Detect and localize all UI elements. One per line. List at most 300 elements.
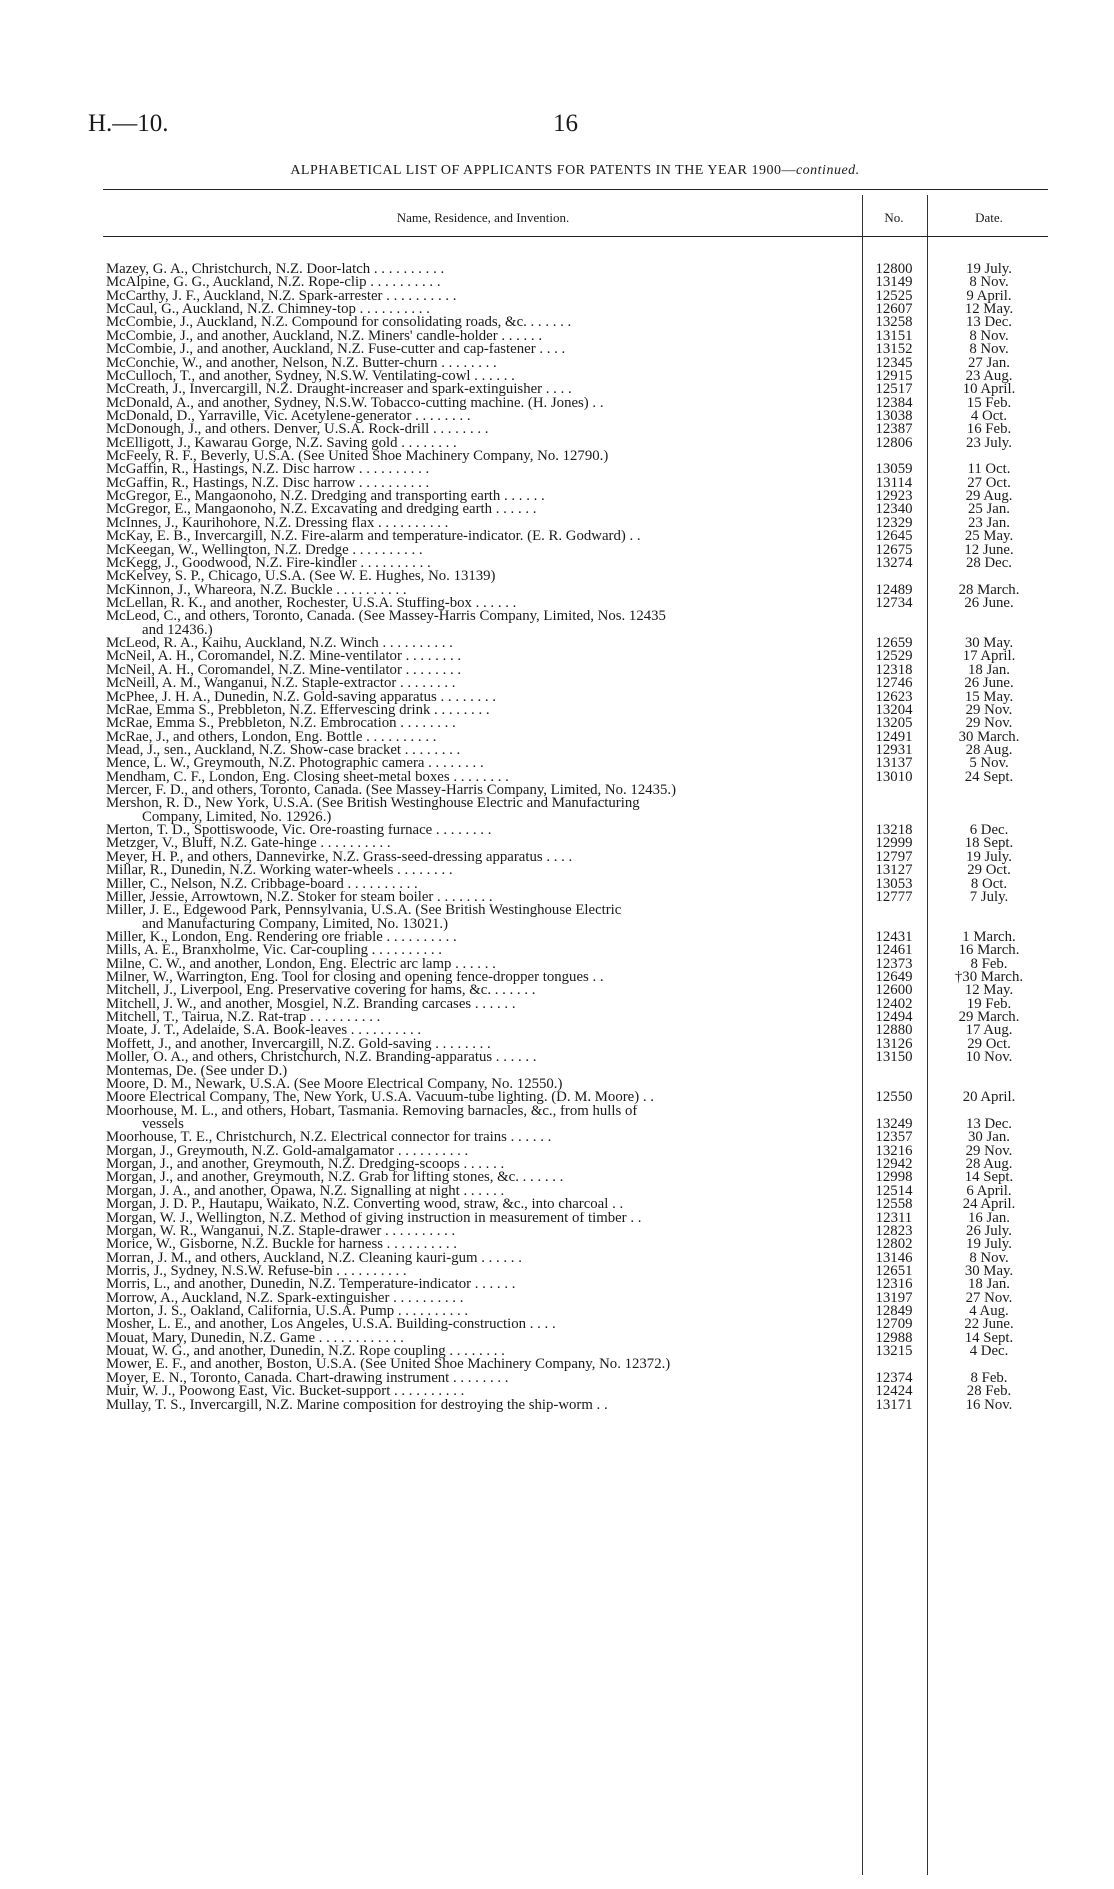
patent-number: 12675 [875,541,913,558]
patent-date: 30 May. [964,635,1014,652]
applicant-text: Muir, W. J., Poowong East, Vic. Bucket-support . . . . . . . . . . [106,1385,465,1399]
applicant-text: Meyer, H. P., and others, Dannevirke, N.Z. Grass-seed-dressing apparatus . . . . [106,850,573,865]
applicant-entry [106,503,850,516]
patent-date: 29 Nov. [965,1142,1013,1159]
applicant-entry [106,1158,850,1171]
applicant-text: McGaffin, R., Hastings, N.Z. Disc harrow . . . . . . . . . . [106,476,430,491]
patent-date: 6 Dec. [969,822,1009,839]
applicant-entry [106,290,850,303]
patent-date: 12 May. [964,301,1014,318]
applicant-entry [106,1292,850,1305]
applicant-entry [106,771,850,784]
applicant-entry [106,410,850,423]
patent-number: 12318 [875,661,913,678]
applicant-text: McElligott, J., Kawarau Gorge, N.Z. Saving gold . . . . . . . . [106,436,457,451]
patent-date: 28 Dec. [965,554,1013,571]
patent-number: 13059 [875,461,913,478]
applicant-entry [106,383,850,396]
applicant-entry [106,1038,850,1051]
applicant-entry [106,477,850,490]
patent-date: 8 Oct. [970,875,1008,892]
applicant-entry [106,878,850,891]
page-title-main: ALPHABETICAL LIST OF APPLICANTS FOR PATENTS IN THE YEAR 1900— [290,163,796,178]
applicant-entry [106,824,850,837]
table-row [106,784,1051,797]
patent-number: 12645 [875,528,913,545]
patent-date: 16 Jan. [968,1209,1010,1226]
patent-date: 18 Sept. [964,835,1014,852]
patent-number: 12734 [875,594,913,611]
applicant-entry [106,1399,850,1412]
applicant-text: Morgan, W. R., Wanganui, N.Z. Staple-drawer . . . . . . . . . . [106,1224,456,1239]
patent-number: 12311 [875,1209,913,1226]
applicant-text: Morran, J. M., and others, Auckland, N.Z. Cleaning kauri-gum . . . . . . [106,1251,522,1265]
applicant-text: McPhee, J. H. A., Dunedin, N.Z. Gold-saving apparatus . . . . . . . . [106,690,497,704]
patent-number: 13171 [875,1396,913,1413]
applicant-entry [106,864,850,877]
applicant-entry [106,1252,850,1265]
patent-number: 12709 [875,1316,913,1333]
applicant-text: Miller, K., London, Eng. Rendering ore friable . . . . . . . . . . [106,930,457,945]
applicant-entry [106,664,850,677]
patent-date: 7 July. [969,888,1009,905]
applicant-text: Moate, J. T., Adelaide, S.A. Book-leaves . . . . . . . . . . [106,1024,422,1038]
page-title-continued: continued. [795,163,860,178]
patent-date: 12 May. [964,982,1014,999]
applicant-text: McKelvey, S. P., Chicago, U.S.A. (See W. E. Hughes, No. 13139) [106,570,496,584]
table-row [106,1345,1051,1358]
applicant-entry [106,1198,850,1211]
applicant-text: Miller, C., Nelson, N.Z. Cribbage-board . . . . . . . . . . [106,877,418,891]
patent-number: 12525 [875,287,913,304]
applicant-text: Mouat, W. G., and another, Dunedin, N.Z. Rope coupling . . . . . . . . [106,1345,505,1359]
patent-number: 12915 [875,367,913,384]
patent-number: 12517 [875,381,913,398]
applicant-text: McKay, E. B., Invercargill, N.Z. Fire-alarm and temperature-indicator. (E. R. Godward) . . [106,530,641,544]
patent-date: 8 Nov. [969,1249,1009,1266]
applicant-entry [106,1185,850,1198]
applicant-entry [106,530,850,543]
applicant-text: Mershon, R. D., New York, U.S.A. (See British Westinghouse Electric and Manufacturing [106,797,640,812]
applicant-entry [106,1278,850,1291]
applicant-text: McCreath, J., Invercargill, N.Z. Draught-increaser and spark-extinguisher . . . . [106,383,572,397]
applicant-entry [106,557,850,570]
applicant-entry [106,397,850,410]
top-rule [103,189,1048,190]
applicant-entry [106,1225,850,1238]
applicant-entry [106,958,850,971]
table-row [106,594,1051,611]
patent-number: 13137 [875,755,913,772]
applicant-text: McKinnon, J., Whareora, N.Z. Buckle . . . . . . . . . . [106,583,407,597]
patent-date: 29 Oct. [967,1035,1011,1052]
table-row [106,1051,1051,1064]
applicant-text: Morgan, J., Greymouth, N.Z. Gold-amalgamator . . . . . . . . . . [106,1144,469,1159]
patent-number: 13152 [875,341,913,358]
patent-date: 23 Jan. [968,514,1010,531]
applicant-text: Morgan, J., and another, Greymouth, N.Z. Dredging-scoops . . . . . . [106,1158,505,1172]
applicant-text: McDonald, D., Yarraville, Vic. Acetylene-generator . . . . . . . . [106,409,471,424]
patent-number: 12849 [875,1303,913,1320]
patent-number: 12402 [875,995,913,1012]
applicants-table [106,263,1051,1412]
patent-date: 5 Nov. [969,755,1009,772]
patent-date: 18 Jan. [968,1276,1010,1293]
applicant-text: McAlpine, G. G., Auckland, N.Z. Rope-clip . . . . . . . . . . [106,276,441,290]
applicant-text: Morgan, J., and another, Greymouth, N.Z. Grab for lifting stones, &c. . . . . . . [106,1171,564,1185]
patent-date: 4 Aug. [969,1303,1009,1320]
applicant-entry [106,1065,850,1078]
applicant-text-continued: Company, Limited, No. 12926.) [142,808,332,825]
applicant-entry [106,423,850,436]
applicant-text: McKeegan, W., Wellington, N.Z. Dredge . . . . . . . . . . [106,543,423,557]
applicant-text: McCombie, J., and another, Auckland, N.Z. Fuse-cutter and cap-fastener . . . . [106,343,566,357]
patent-date: 23 Aug. [965,367,1013,384]
patent-number: 13150 [875,1049,913,1066]
applicant-text: McRae, Emma S., Prebbleton, N.Z. Effervescing drink . . . . . . . . [106,703,490,718]
applicant-text: Moore, D. M., Newark, U.S.A. (See Moore Electrical Company, No. 12550.) [106,1077,563,1092]
applicant-entry [106,1145,850,1158]
patent-number: 12424 [875,1383,913,1400]
applicant-entry [106,584,850,597]
patent-date: 19 July. [966,1236,1012,1253]
column-header-name: Name, Residence, and Invention. [396,210,570,225]
applicant-text: Mendham, C. F., London, Eng. Closing sheet-metal boxes . . . . . . . . [106,770,509,785]
table-row [106,1105,1051,1132]
patent-date: 26 July. [966,1222,1012,1239]
patent-number: 12431 [875,928,913,945]
applicant-entry [106,1332,850,1345]
applicant-text: Milne, C. W., and another, London, Eng. Electric arc lamp . . . . . . [106,957,496,972]
patent-number: 12797 [875,848,913,865]
patent-date: 26 June. [964,675,1014,692]
applicant-entry [106,691,850,704]
applicant-text: Moorhouse, M. L., and others, Hobart, Tasmania. Removing barnacles, &c., from hulls of [106,1104,638,1119]
patent-number: 12880 [875,1022,913,1039]
patent-date: 14 Sept. [964,1169,1014,1186]
applicant-entry [106,1105,850,1132]
patent-number: 12806 [875,434,913,451]
applicant-entry [106,570,850,583]
table-row [106,610,1051,637]
patent-date: 19 July. [966,261,1012,277]
applicant-entry [106,263,850,276]
patent-number: 12746 [875,675,913,692]
patent-number: 12942 [875,1156,913,1173]
patent-date: 19 Feb. [966,995,1012,1012]
patent-date: 8 Nov. [969,327,1009,344]
patent-date: 16 Nov. [965,1396,1013,1413]
applicant-entry [106,757,850,770]
applicant-text: McDonald, A., and another, Sydney, N.S.W. Tobacco-cutting machine. (H. Jones) . . [106,396,604,410]
applicant-text: Miller, J. E., Edgewood Park, Pennsylvania, U.S.A. (See British Westinghouse Electric [106,904,622,919]
applicant-entry [106,931,850,944]
applicant-text: Metzger, V., Bluff, N.Z. Gate-hinge . . . . . . . . . . [106,837,391,851]
patent-number: 13053 [875,875,913,892]
applicant-entry [106,797,850,824]
patent-date: 24 Sept. [964,768,1014,785]
patent-date: 8 Feb. [970,955,1008,972]
applicant-entry [106,316,850,329]
column-header-date: Date. [975,210,1003,225]
applicant-text: Moorhouse, T. E., Christchurch, N.Z. Electrical connector for trains . . . . . . [106,1131,552,1145]
applicant-text: Mitchell, J. W., and another, Mosgiel, N.Z. Branding carcases . . . . . . [106,997,516,1012]
table-row [106,1065,1051,1078]
patent-number: 12777 [875,888,913,905]
patent-date: 28 Aug. [965,741,1013,758]
patent-number: 12494 [875,1009,913,1026]
applicant-entry [106,1171,850,1184]
applicant-entry [106,450,850,463]
applicant-text: McDonough, J., and others. Denver, U.S.A. Rock-drill . . . . . . . . [106,423,489,437]
patent-date: 19 July. [966,848,1012,865]
applicant-entry [106,1385,850,1398]
applicant-text: Mills, A. E., Branxholme, Vic. Car-coupling . . . . . . . . . . [106,944,442,958]
applicant-entry [106,851,850,864]
patent-date: 8 Feb. [970,1369,1008,1386]
patent-date: 27 Jan. [968,354,1010,371]
applicant-text: McRae, J., and others, London, Eng. Bottle . . . . . . . . . . [106,730,437,744]
patent-number: 12649 [875,969,913,986]
applicant-text: McNeil, A. H., Coromandel, N.Z. Mine-ventilator . . . . . . . . [106,650,462,664]
patent-date: 25 May. [964,528,1014,545]
table-row [106,1091,1051,1104]
patent-number: 12374 [875,1369,913,1386]
patent-date: 27 Oct. [967,474,1011,491]
applicant-text: Mazey, G. A., Christchurch, N.Z. Door-latch . . . . . . . . . . [106,263,445,277]
applicant-entry [106,704,850,717]
patent-date: 4 Dec. [969,1343,1009,1360]
patent-date: 28 Aug. [965,1156,1013,1173]
patent-number: 12558 [875,1196,913,1213]
applicant-text: McLellan, R. K., and another, Rochester, U.S.A. Stuffing-box . . . . . . [106,596,517,611]
table-row [106,768,1051,785]
patent-number: 12340 [875,501,913,518]
applicant-text: McConchie, W., and another, Nelson, N.Z. Butter-churn . . . . . . . . [106,356,497,370]
patent-date: 14 Sept. [964,1329,1014,1346]
patent-number: 13146 [875,1249,913,1266]
patent-date: 28 Feb. [966,1383,1012,1400]
patent-number: 12550 [875,1089,913,1106]
applicant-entry [106,1305,850,1318]
patent-date: 8 Nov. [969,274,1009,291]
applicant-text-continued: and 12436.) [142,621,213,638]
patent-date: 15 Feb. [966,394,1012,411]
applicant-text: McCaul, G., Auckland, N.Z. Chimney-top . . . . . . . . . . [106,303,430,317]
patent-number: 12384 [875,394,913,411]
patent-number: 12529 [875,648,913,665]
patent-date: 17 April. [962,648,1016,665]
patent-date: 30 May. [964,1262,1014,1279]
applicant-text: McFeely, R. F., Beverly, U.S.A. (See United Shoe Machinery Company, No. 12790.) [106,450,609,464]
patent-date: 29 Oct. [967,862,1011,879]
patent-date: 20 April. [962,1089,1016,1106]
applicant-text: McGaffin, R., Hastings, N.Z. Disc harrow . . . . . . . . . . [106,463,430,477]
patent-date: 25 Jan. [968,501,1010,518]
patent-number: 13127 [875,862,913,879]
applicant-text: Merton, T. D., Spottiswoode, Vic. Ore-roasting furnace . . . . . . . . [106,824,492,838]
applicant-entry [106,744,850,757]
table-row [106,434,1051,451]
applicant-text: Morrow, A., Auckland, N.Z. Spark-extinguisher . . . . . . . . . . [106,1291,464,1306]
patent-number: 12514 [875,1182,913,1199]
patent-number: 12491 [875,728,913,745]
applicant-entry [106,303,850,316]
applicant-entry [106,650,850,663]
applicant-text: Morton, J. S., Oakland, California, U.S.A. Pump . . . . . . . . . . [106,1305,469,1319]
applicant-text: McGregor, E., Mangaonoho, N.Z. Excavating and dredging earth . . . . . . [106,503,537,517]
applicant-text: Mence, L. W., Greymouth, N.Z. Photographic camera . . . . . . . . [106,757,484,771]
patent-number: 13010 [875,768,913,785]
patent-number: 12316 [875,1276,913,1293]
applicant-text: McCombie, J., Auckland, N.Z. Compound for consolidating roads, &c. . . . . . . [106,316,572,330]
applicant-entry [106,1212,850,1225]
applicant-text: Morgan, J. A., and another, Opawa, N.Z. Signalling at night . . . . . . [106,1184,505,1199]
patent-date: 16 Feb. [966,421,1012,438]
patent-date: 1 March. [962,928,1016,945]
patent-date: 27 Nov. [965,1289,1013,1306]
applicant-text: McCulloch, T., and another, Sydney, N.S.W. Ventilating-cowl . . . . . . [106,369,515,384]
table-row [106,797,1051,824]
applicant-entry [106,276,850,289]
patent-number: 12623 [875,688,913,705]
applicant-entry [106,463,850,476]
applicant-text-continued: vessels [142,1116,184,1132]
applicant-entry [106,437,850,450]
applicant-text: Morris, J., Sydney, N.S.W. Refuse-bin . . . . . . . . . . [106,1264,407,1279]
patent-number: 13249 [875,1116,913,1132]
patent-date: 4 Oct. [970,407,1008,424]
table-row [106,554,1051,571]
applicant-entry [106,1372,850,1385]
patent-date: 22 June. [964,1316,1014,1333]
applicant-text: McNeil, A. H., Coromandel, N.Z. Mine-ventilator . . . . . . . . [106,663,462,678]
patent-date: 10 April. [962,381,1016,398]
applicant-text: Morgan, W. J., Wellington, N.Z. Method of giving instruction in measurement of timber . . [106,1211,642,1225]
patent-date: 30 Jan. [968,1129,1010,1146]
applicant-entry [106,984,850,997]
patent-date: 13 Dec. [965,314,1013,331]
applicant-entry [106,784,850,797]
applicant-text: McInnes, J., Kaurihohore, N.Z. Dressing flax . . . . . . . . . . [106,516,449,531]
patent-number: 13216 [875,1142,913,1159]
applicant-text: Mullay, T. S., Invercargill, N.Z. Marine composition for destroying the ship-worm . . [106,1398,608,1412]
patent-number: 13218 [875,822,913,839]
patent-number: 12923 [875,488,913,505]
applicant-entry [106,610,850,637]
applicant-entry [106,1131,850,1144]
applicant-entry [106,370,850,383]
applicant-text: McLeod, R. A., Kaihu, Auckland, N.Z. Winch . . . . . . . . . . [106,637,453,651]
applicant-entry [106,837,850,850]
applicant-text: Mosher, L. E., and another, Los Angeles, U.S.A. Building-construction . . . . [106,1318,556,1332]
applicant-entry [106,717,850,730]
applicant-text: Mitchell, T., Tairua, N.Z. Rat-trap . . . . . . . . . . [106,1011,381,1025]
applicant-entry [106,490,850,503]
patent-number: 12999 [875,835,913,852]
applicant-entry [106,677,850,690]
applicant-text: Morris, L., and another, Dunedin, N.Z. Temperature-indicator . . . . . . [106,1278,516,1292]
patent-date: 29 Aug. [965,488,1013,505]
applicant-entry [106,1358,850,1371]
patent-number: 13258 [875,314,913,331]
patent-date: 8 Nov. [969,341,1009,358]
applicant-text: McGregor, E., Mangaonoho, N.Z. Dredging and transporting earth . . . . . . [106,490,545,504]
applicant-text: McKegg, J., Goodwood, N.Z. Fire-kindler . . . . . . . . . . [106,556,431,571]
patent-number: 12357 [875,1129,913,1146]
applicant-text: McRae, Emma S., Prebbleton, N.Z. Embrocation . . . . . . . . [106,717,456,731]
patent-date: 6 April. [966,1182,1012,1199]
table-row [106,888,1051,905]
patent-date: 15 May. [964,688,1014,705]
applicant-entry [106,517,850,530]
applicant-entry [106,1024,850,1037]
patent-number: 12823 [875,1222,913,1239]
applicant-entry [106,944,850,957]
table-row [106,904,1051,931]
column-header-no: No. [884,210,904,225]
patent-number: 12600 [875,982,913,999]
applicant-entry [106,1318,850,1331]
patent-number: 12998 [875,1169,913,1186]
patent-date: 16 March. [958,942,1020,959]
patent-date: 24 April. [962,1196,1016,1213]
patent-number: 13274 [875,554,913,571]
patent-number: 12659 [875,635,913,652]
applicant-text: Morgan, J. D. P., Hautapu, Waikato, N.Z. Converting wood, straw, &c., into charcoal . . [106,1198,624,1212]
patent-date: 23 July. [966,434,1012,451]
applicant-entry [106,1051,850,1064]
applicant-text: Miller, Jessie, Arrowtown, N.Z. Stoker for steam boiler . . . . . . . . [106,890,493,905]
applicant-entry [106,357,850,370]
patent-date: 26 June. [964,594,1014,611]
applicant-entry [106,597,850,610]
applicant-text: Moffett, J., and another, Invercargill, N.Z. Gold-saving . . . . . . . . [106,1037,491,1052]
patent-number: 12651 [875,1262,913,1279]
applicant-entry [106,1011,850,1024]
applicant-entry [106,1345,850,1358]
patent-date: 28 March. [958,581,1020,598]
applicant-entry [106,904,850,931]
patent-number: 13197 [875,1289,913,1306]
applicant-text: Moller, O. A., and others, Christchurch, N.Z. Branding-apparatus . . . . . . [106,1051,537,1065]
patent-number: 12988 [875,1329,913,1346]
patent-date: 13 Dec. [965,1116,1013,1132]
patent-number: 13151 [875,327,913,344]
applicant-text: Mitchell, J., Liverpool, Eng. Preservative covering for hams, &c. . . . . . . [106,984,536,998]
patent-date: 29 Nov. [965,715,1013,732]
patent-number: 12607 [875,301,913,318]
applicant-text: Mouat, Mary, Dunedin, N.Z. Game . . . . . . . . . . . . [106,1331,404,1346]
applicant-entry [106,1265,850,1278]
patent-number: 13149 [875,274,913,291]
applicant-text: Moyer, E. N., Toronto, Canada. Chart-drawing instrument . . . . . . . . [106,1371,509,1386]
patent-number: 13215 [875,1343,913,1360]
patent-date: 12 June. [964,541,1014,558]
applicant-entry [106,731,850,744]
patent-date: 18 Jan. [968,661,1010,678]
applicant-text: McNeill, A. M., Wanganui, N.Z. Staple-extractor . . . . . . . . [106,677,456,691]
applicant-entry [106,1078,850,1091]
applicant-text: Montemas, De. (See under D.) [106,1064,288,1078]
applicant-text: Morice, W., Gisborne, N.Z. Buckle for harness . . . . . . . . . . [106,1238,457,1252]
patent-date: 29 March. [958,1009,1020,1026]
applicant-entry [106,998,850,1011]
patent-date: 30 March. [958,728,1020,745]
applicant-entry [106,343,850,356]
page-title [100,163,1050,179]
applicant-text: McCarthy, J. F., Auckland, N.Z. Spark-arrester . . . . . . . . . . [106,289,457,304]
